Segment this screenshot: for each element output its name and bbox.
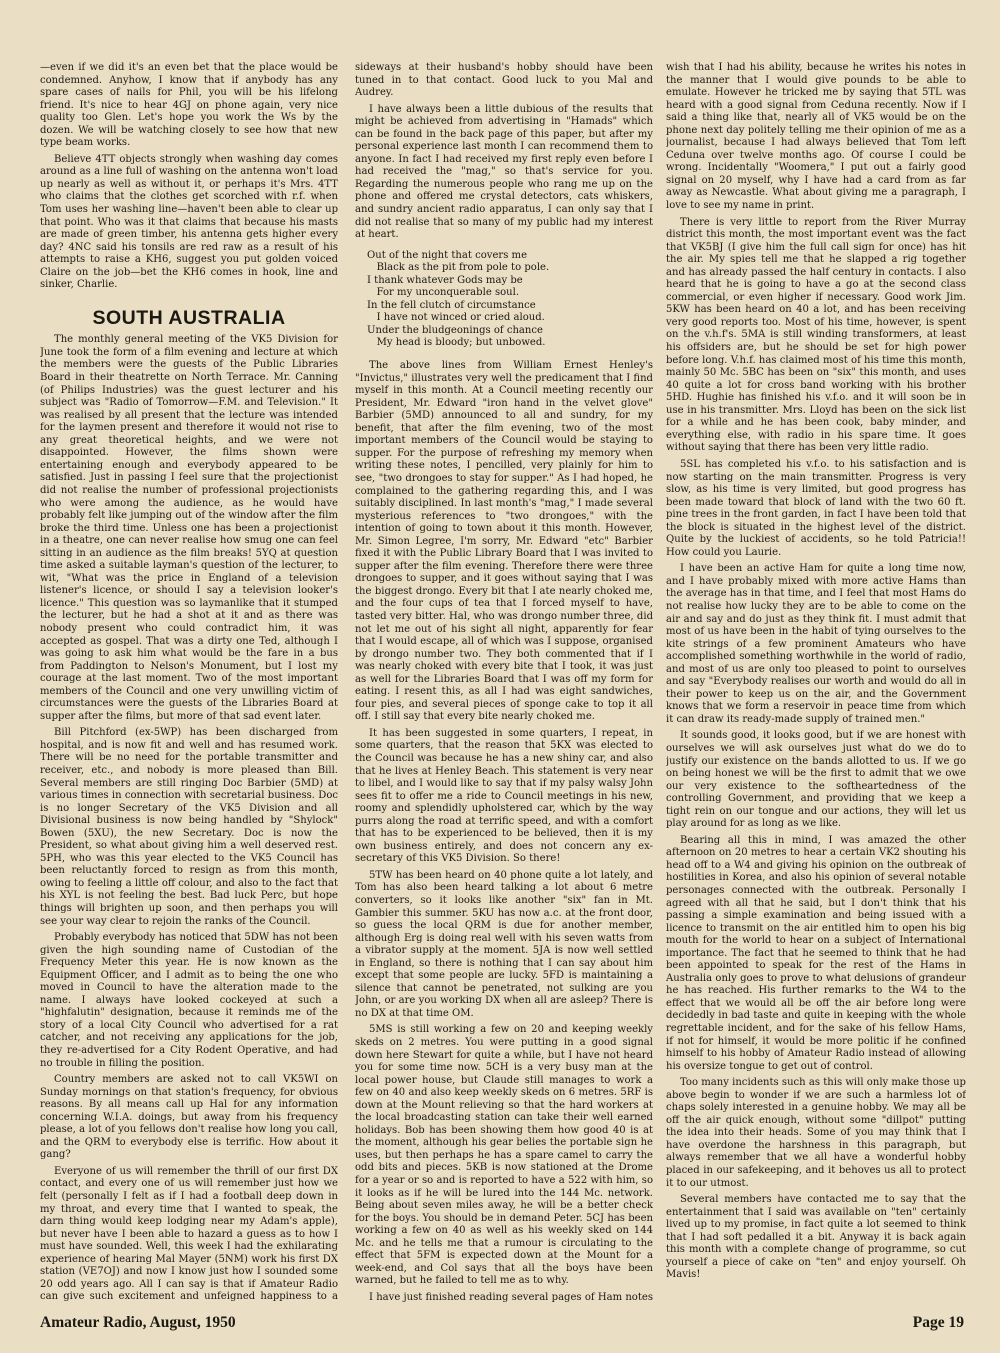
poem-line: Out of the night that covers me xyxy=(367,249,528,261)
paragraph: Everyone of us will remember the thrill of our first DX contact, and every one of us will remember just how we felt (personally I felt as if I had a football deep down in my throat, and every time that I wanted to speak, the darn thing would keep lodging near my Adam's apple), but never have I been able to hazard a guess as to how I must have sounded. Well, this week I had the exhilarating experience of hearing Mal Mayer (5NM) work his first DX station (VE7OJ) and now I know just how I sounded some 20 odd years ago. All I can say is that if Amateur Radio can give such excitement and unfeigned happiness to a xyxy=(40,1165,338,1302)
paragraph: Several members have contacted me to say that the entertainment that I said was available on "ten" certainly lived up to my promise, in fact quite a lot seemed to think that I had soft pedalled it a bit. Anyway it is back again this month with a complete change of programme, so cut yourself a piece of cake on "ten" and enjoy yourself. Oh Mavis! xyxy=(666,1194,966,1281)
paragraph: The above lines from William Ernest Henley's "Invictus," illustrates very well the predicament that I find myself in this month. At a Council meeting recently our President, Mr. Edward "iron hand in the velvet glove" Barbier (5MD) announced to all and sundry, for my benefit, that after the film evening, two of the most important members of the Council would be staying to supper. For the purpose of refreshing my memory when writing these notes, I pencilled, very plainly for him to see, "two drongoes to stay for supper." As I had hoped, he complained to the gathering regarding this, and I was suitably disciplined. In last month's "mag," I made several mysterious references to "two drongoes," with the intention of going to town about it this month. However, Mr. Simon Legree, I'm sorry, Mr. Edward "etc" Barbier fixed it with the Public Library Board that I was invited to supper after the film evening. Therefore there were three drongoes to supper, and it goes without saying that I was the biggest drongo. Every bit that I ate nearly choked me, and the four cups of tea that I forced myself to have, tasted very bitter. Hal, who was drongo number three, did not let me out of his sight all night, apparently for fear that I would escape, all of which was I suppose, organised by drongo number two. They both commented that if I was nearly choked with every bite that I took, it was just as well for the Libraries Board that I was off my form for eating. I resent this, as all I had was eight sandwiches, four pies, and several pieces of sponge cake to top it all off. I still say that every bite nearly choked me. xyxy=(355,360,653,723)
poem-line: In the fell clutch of circumstance xyxy=(367,299,536,311)
paragraph: 5TW has been heard on 40 phone quite a lot lately, and Tom has also been heard talking a lot about 6 metre converters, so it looks like another "six" fan in Mt. Gambier this summer. 5KU has now a.c. at the front door, so guess the local QRM is due for another member, although Erg is doing real well with his seven watts from a vibrator supply at the moment. 5JA is now well settled in England, so there is nothing that I can say about him except that some people are lucky. 5FD is maintaining a silence that cannot be penetrated, not sulking are you John, or are you working DX when all are asleep? There is no DX at that time OM. xyxy=(355,869,653,1019)
paragraph: Probably everybody has noticed that 5DW has not been given the high sounding name of Custodian of the Frequency Meter this year. He is now known as the Equipment Officer, and I admit as to being the one who moved in Council to have the alteration made to the name. I always have looked cockeyed at such a "highfalutin" designation, because it reminds me of the story of a local City Council who advertised for a rat catcher, and not receiving any applications for the job, they re-advertised for a City Rodent Operative, and had no trouble in filling the position. xyxy=(40,932,338,1069)
paragraph: It has been suggested in some quarters, I repeat, in some quarters, that the reason that 5KX was elected to the Council was because he has a new shiny car, and also that he lives at Henley Beach. This statement is very near to libel, and I would like to say that if my palsy walsy John sees fit to offer me a ride to Council meetings in his new, roomy and splendidly upholstered car, which by the way purrs along the road at terrific speed, and with a comfort that has to be experienced to be believed, then it is my own business entirely, and does not concern any ex-secretary of this VK5 Division. So there! xyxy=(355,727,653,865)
section-heading: SOUTH AUSTRALIA xyxy=(92,306,286,329)
paragraph: Country members are asked not to call VK5WI on Sunday mornings on that station's frequency, for obvious reasons. By all means call up Hal for any information concerning W.I.A. doings, but away from his frequency please, a lot of you fellows don't realise how long you call, and the QRM to everybody else is terrific. How about it gang? xyxy=(40,1074,338,1161)
paragraph: 5SL has completed his v.f.o. to his satisfaction and is now starting on the main transmitter. Progress is very slow, as his time is very limited, but good progress has been made toward that block of land with the two 60 ft. pine trees in the front garden, in fact I have been told that the block is situated in the highest level of the district. Quite by the luckiest of accidents, so he told Patricia!! How could you Laurie. xyxy=(666,458,966,558)
paragraph: I have always been a little dubious of the results that might be achieved from advertising in "Hamads" which can be found in the back page of this paper, but after my personal experience last month I can recommend them to anyone. In fact I had received my first reply even before I had received the "mag," so that's service for you. Regarding the numerous people who rang me up on the phone and offered me crystal detectors, cats whiskers, and sundry ancient radio apparatus, I can only say that I did not realise that so many of my public had my interest at heart. xyxy=(355,103,653,241)
paragraph: I have just finished reading several pages of Ham notes xyxy=(369,1291,653,1302)
poem-line: I have not winced or cried aloud. xyxy=(367,312,545,324)
poem-line: Black as the pit from pole to pole. xyxy=(367,262,550,274)
poem-line: Under the bludgeonings of chance xyxy=(367,324,543,336)
paragraph: Too many incidents such as this will only make those up above begin to wonder if we are such a harmless lot of chaps solely interested in a genuine hobby. We may all be off the air quick enough, without some "dillpot" putting the idea into their heads. Some of you may think that I have overdone the harshness in this paragraph, but always remember that we all have a wonderful hobby placed in our safekeeping, and it behoves us all to protect it to our utmost. xyxy=(666,1077,966,1189)
poem-line: I thank whatever Gods may be xyxy=(367,274,523,286)
column-2 xyxy=(355,62,653,1302)
paragraph: It sounds good, it looks good, but if we are honest with ourselves we will ask ourselves just what do we do to justify our existence on the bands allotted to us. If we go on being honest we will be the first to admit that we owe our very existence to the softheartedness of the controlling Government, and providing that we keep a tight rein on our tongue and our actions, they will let us play around for as long as we like. xyxy=(666,730,966,830)
footer-page-number: Page 19 xyxy=(912,1314,964,1331)
column-3 xyxy=(666,62,966,1302)
paragraph: —even if we did it's an even bet that the place would be condemned. Anyhow, I know that if anybody has any spare cases of nails for Phil, you will be his lifelong friend. It's nice to hear 4GJ on phone again, very nice quality too Glen. Let's hope you work the Ws by the dozen. We will be watching closely to see how that new type beam works. xyxy=(40,62,338,149)
poem-line: My head is bloody; but unbowed. xyxy=(367,337,546,349)
paragraph: sideways at their husband's hobby should have been tuned in to that contact. Good luck to you Mal and Audrey. xyxy=(355,62,653,99)
poem-line: For my unconquerable soul. xyxy=(367,287,520,299)
column-1 xyxy=(40,62,338,1302)
paragraph: Bearing all this in mind, I was amazed the other afternoon on 20 metres to hear a certain VK2 shouting his head off to a W4 and giving his opinion on the outbreak of hostilities in Korea, and also his opinion of several notable personages connected with the outbreak. Personally I agreed with all that he said, but I don't think that his passing a simple examination and being issued with a licence to transmit on the air entitled him to open his big mouth for the world to hear on a subject of International importance. The fact that he seemed to think that he had been appointed to speak for the rest of the Hams in Australia only goes to prove to what delusions of grandeur he has reached. His further remarks to the W4 to the effect that we would all be off the air before long were decidedly in bad taste and quite in keeping with the whole regrettable incident, and for the sake of his fellow Hams, if not for himself, it would be more politic if he confined himself to his hobby of Amateur Radio instead of allowing his oversize tongue to get out of control. xyxy=(666,834,966,1072)
paragraph: 5MS is still working a few on 20 and keeping weekly skeds on 2 metres. You were putting in a good signal down here Stewart for quite a while, but I have not heard you for some time now. 5CH is a very busy man at the local power house, but Claude still manages to work a few on 40 and also keep weekly skeds on 6 metres. 5RF is down at the Mount relieving so that the hard workers at the local broadcasting station can take their well earned holidays. Bob has been showing them how good 40 is at the moment, although his gear belies the portable sign he uses, but then perhaps he has a spare camel to carry the odd bits and pieces. 5KB is now stationed at the Drome for a year or so and is reported to have a 522 with him, so it looks as if he will be lured into the 144 Mc. network. Being about seven miles away, he will be a better check for the boys. You should be in demand Peter. 5CJ has been working a few on 40 as well as his weekly sked on 144 Mc. and he tells me that a rumour is circulating to the effect that 5FM is expected down at the Mount for a week-end, and Col says that all the boys have been warned, but he failed to tell me as to why. xyxy=(355,1024,653,1287)
paragraph: The monthly general meeting of the VK5 Division for June took the form of a film evening and lecture at which the members were the guests of the Public Libraries Board in their theatrette on North Terrace. Mr. Canning (of Philips Industries) was the guest lecturer and his subject was "Radio of Tomorrow—F.M. and Television." It was realised by all present that the lecture was intended for the laymen present and therefore it would not rise to any great theoretical heights, and we were not disappointed. However, the films shown were entertaining enough and everybody appeared to be satisfied. Just in passing I feel sure that the projectionist did not realise the number of professional projectionists who were among the audience, as he would have probably felt like jumping out of the window after the film broke the third time. Unless one has been a projectionist in a theatre, one can never realise how smug one can feel sitting in an audience as the film breaks! 5YQ at question time asked a suitable layman's question of the lecturer, to wit, "What was the price in England of a television listener's licence, or should I say a television looker's licence." This question was so laymanlike that it stumped the lecturer, but he had a shot at it and as there was nobody present who could contradict him, it was accepted as gospel. That was a dirty one Ted, although I was going to ask him what would be the fare in a bus from Paddington to Nelson's Monument, but I lost my courage at the last moment. Two of the most important members of the Council and one very unwilling victim of circumstances were the guests of the Libraries Board at supper after the films, but more of that sad event later. xyxy=(40,334,338,722)
paragraph: wish that I had his ability, because he writes his notes in the manner that I would give pounds to be able to emulate. However he tricked me by saying that 5TL was heard with a good signal from Ceduna recently. Now if I said a thing like that, nearly all of VK5 would be on the phone next day politely telling me their opinion of me as a journalist, because I had always believed that Tom left Ceduna over twelve months ago. Of course I could be wrong. Incidentally "Woomera," I put out a fairly good signal on 20 myself, why I have had a card from as far away as Newcastle. What about giving me a paragraph, I love to see my name in print. xyxy=(666,62,966,212)
poem-quote xyxy=(367,250,653,350)
paragraph: Bill Pitchford (ex-5WP) has been discharged from hospital, and is now fit and well and has resumed work. There will be no need for the portable transmitter and receiver, etc., and nobody is more pleased than Bill. Several members are still ringing Doc Barbier (5MD) at various times in connection with secretarial business. Doc is no longer Secretary of the VK5 Division and all Divisional business is now being handled by "Shylock" Bowen (5XU), the new Secretary. Doc is now the President, so what about giving him a well deserved rest. 5PH, who was this year elected to the VK5 Council has been reluctantly forced to resign as from this month, owing to feeling a little off colour, and also to the fact that his XYL is not feeling the best. Bad luck Perc, but hope things will brighten up soon, and then perhaps you will see your way clear to rejoin the ranks of the Council. xyxy=(40,727,338,927)
paragraph: Believe 4TT objects strongly when washing day comes around as a line full of washing on the antenna won't load up nearly as well as without it, or perhaps it's Mrs. 4TT who claims that the clothes get scorched with r.f. when Tom uses her washing line—haven't been able to clear up that point. Who was it that claims that because his masts are made of green timber, his antenna gets higher every day? 4NC said his tonsils are red raw as a result of his attempts to raise a KH6, suggest you put golden voiced Claire on the job—bet the KH6 comes in hook, line and sinker, Charlie. xyxy=(40,153,338,291)
paragraph: There is very little to report from the River Murray district this month, the most important event was the fact that VK5BJ (I give him the full call sign for once) has hit the air. My spies tell me that he slapped a rig together and has already passed the half century in contacts. I also heard that he is going to have a go at the second class commercial, or even higher if necessary. Good work Jim. 5KW has been heard on 40 a lot, and has been receiving very good reports too. Most of his time, however, is spent on the v.h.f's. 5MA is still winding transformers, at least his offsiders are, but he should be set for high power before long. V.h.f. has claimed most of his time this month, mainly 50 Mc. 5BC has been on "six" this month, and uses 40 quite a lot for cross band working with his brother 5HD. Hughie has finished his v.f.o. and it will soon be in use in his transmitter. Mrs. Lloyd has been on the sick list for a while and he has been cook, baby minder, and everything else, with radio in his spare time. It goes without saying that there has been very little radio. xyxy=(666,216,966,454)
footer-publication: Amateur Radio, August, 1950 xyxy=(40,1314,236,1331)
paragraph: I have been an active Ham for quite a long time now, and I have probably mixed with more active Hams than the average has in that time, and I feel that most Hams do not realise how lucky they are to be able to come on the air and say and do just as they think fit. I must admit that most of us have been in the habit of tying ourselves to the kite strings of a few prominent Amateurs who have accomplished something worthwhile in the world of radio, and most of us are only too pleased to point to ourselves and say "Everybody realises our worth and would do all in their power to keep us on the air, and the Government knows that we form a reservoir in peace time from which it can draw its ready-made supply of trained men." xyxy=(666,563,966,725)
